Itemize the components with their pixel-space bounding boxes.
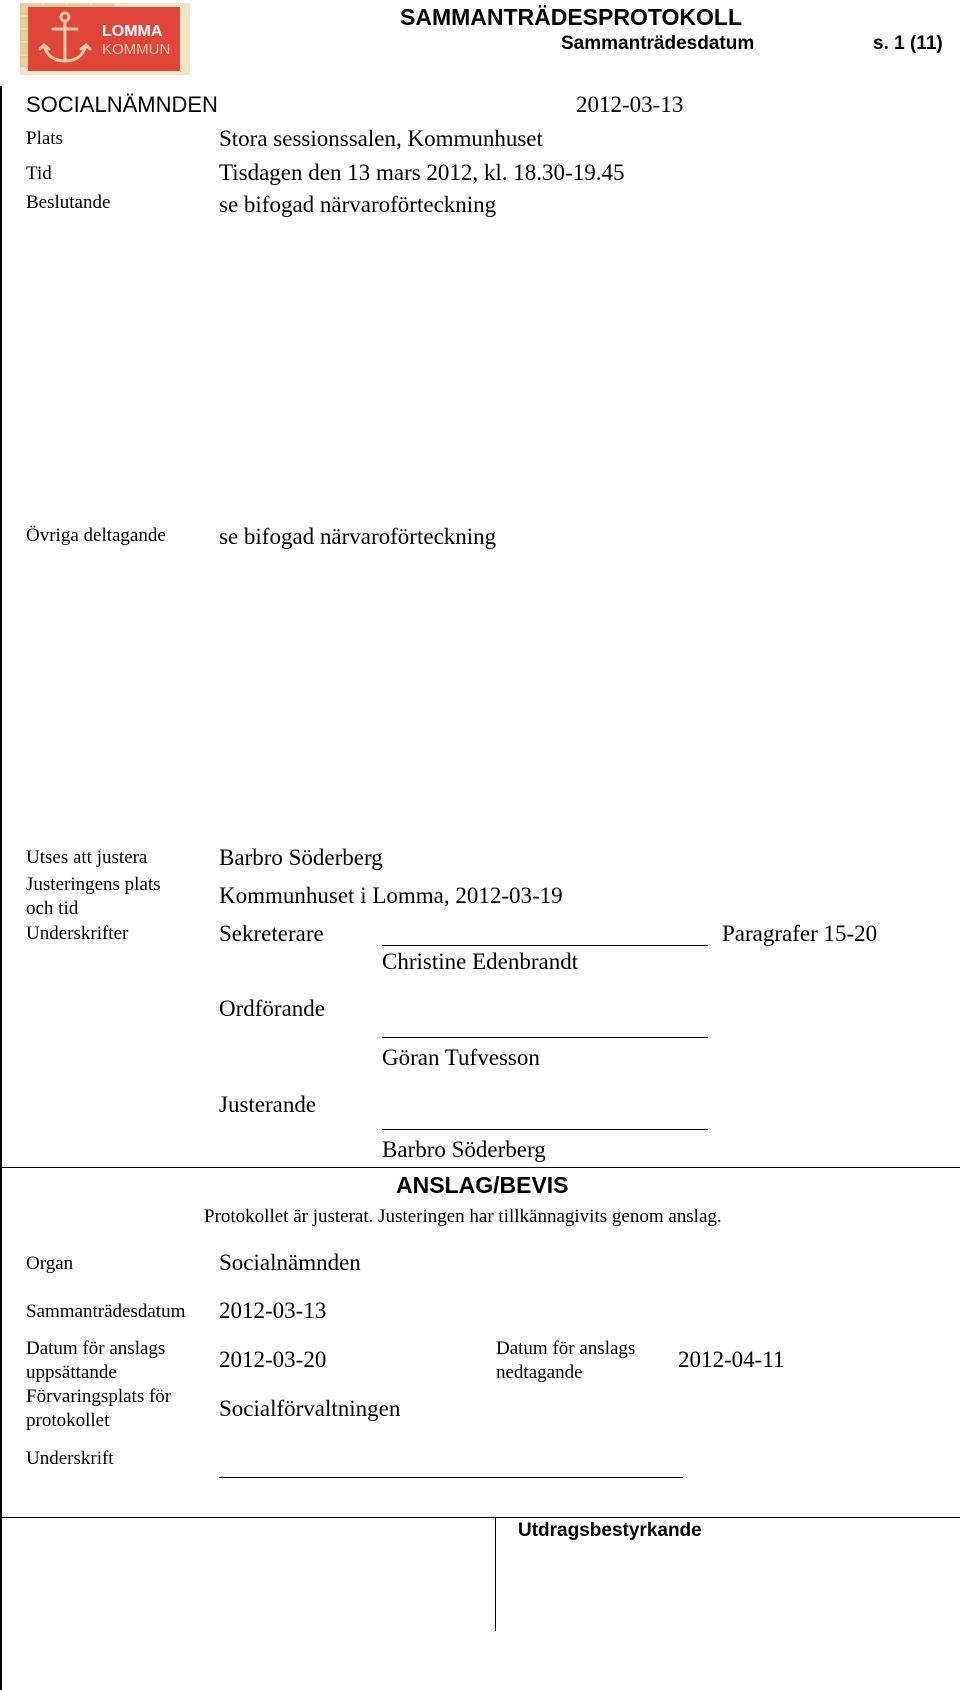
storage-label-1: Förvaringsplats för xyxy=(26,1386,172,1407)
svg-text:LOMMA: LOMMA xyxy=(102,23,163,40)
removed-value: 2012-04-11 xyxy=(678,1347,785,1372)
notice-signature-line[interactable] xyxy=(219,1477,683,1478)
footer-divider xyxy=(0,1517,960,1518)
storage-label-2: protokollet xyxy=(26,1410,110,1431)
adjuster-role: Justerande xyxy=(219,1092,317,1117)
notice-divider xyxy=(0,1167,960,1168)
posted-value: 2012-03-20 xyxy=(219,1347,327,1372)
place-value: Stora sessionssalen, Kommunhuset xyxy=(219,126,543,151)
header-date-label: Sammanträdesdatum xyxy=(561,33,755,54)
chair-name: Göran Tufvesson xyxy=(382,1045,540,1070)
organ-value: Socialnämnden xyxy=(219,1250,361,1275)
board-name: SOCIALNÄMNDEN xyxy=(26,92,218,117)
footer-vertical-divider xyxy=(495,1517,496,1631)
adjuster-name: Barbro Söderberg xyxy=(382,1137,546,1162)
chair-role: Ordförande xyxy=(219,996,326,1021)
adjust-place-value: Kommunhuset i Lomma, 2012-03-19 xyxy=(219,883,563,908)
left-border xyxy=(0,86,2,1690)
removed-label-2: nedtagande xyxy=(496,1362,583,1383)
notice-meeting-date-value: 2012-03-13 xyxy=(219,1298,327,1323)
extract-label: Utdragsbestyrkande xyxy=(518,1520,702,1541)
adjust-place-label-1: Justeringens plats xyxy=(26,874,161,895)
organ-label: Organ xyxy=(26,1253,74,1274)
appointed-label: Utses att justera xyxy=(26,847,148,868)
appointed-value: Barbro Söderberg xyxy=(219,845,383,870)
removed-label-1: Datum för anslags xyxy=(496,1338,636,1359)
others-value: se bifogad närvaroförteckning xyxy=(219,524,497,549)
adjust-place-label-2: och tid xyxy=(26,898,79,919)
notice-title: ANSLAG/BEVIS xyxy=(396,1172,569,1198)
signatures-label: Underskrifter xyxy=(26,923,129,944)
secretary-signature-line[interactable] xyxy=(382,945,708,946)
lomma-kommun-logo xyxy=(20,3,190,75)
secretary-role: Sekreterare xyxy=(219,921,324,946)
svg-text:KOMMUN: KOMMUN xyxy=(102,41,171,58)
secretary-name: Christine Edenbrandt xyxy=(382,949,579,974)
notice-subtitle: Protokollet är justerat. Justeringen har tillkännagivits genom anslag. xyxy=(204,1206,722,1227)
posted-label-1: Datum för anslags xyxy=(26,1338,166,1359)
posted-label-2: uppsättande xyxy=(26,1362,117,1383)
deciders-value: se bifogad närvaroförteckning xyxy=(219,192,497,217)
deciders-label: Beslutande xyxy=(26,192,111,213)
page-number: s. 1 (11) xyxy=(873,33,943,54)
document-title: SAMMANTRÄDESPROTOKOLL xyxy=(400,4,743,30)
others-label: Övriga deltagande xyxy=(26,525,166,546)
meeting-date: 2012-03-13 xyxy=(576,92,684,117)
notice-meeting-date-label: Sammanträdesdatum xyxy=(26,1301,186,1322)
signature-label: Underskrift xyxy=(26,1448,114,1469)
storage-value: Socialförvaltningen xyxy=(219,1396,401,1421)
logo-graphic xyxy=(20,3,190,75)
chair-signature-line[interactable] xyxy=(382,1037,708,1038)
adjuster-signature-line[interactable] xyxy=(382,1129,708,1130)
place-label: Plats xyxy=(26,128,63,149)
time-label: Tid xyxy=(26,163,52,184)
paragraphs-range: Paragrafer 15-20 xyxy=(722,921,878,946)
time-value: Tisdagen den 13 mars 2012, kl. 18.30-19.45 xyxy=(219,160,625,185)
